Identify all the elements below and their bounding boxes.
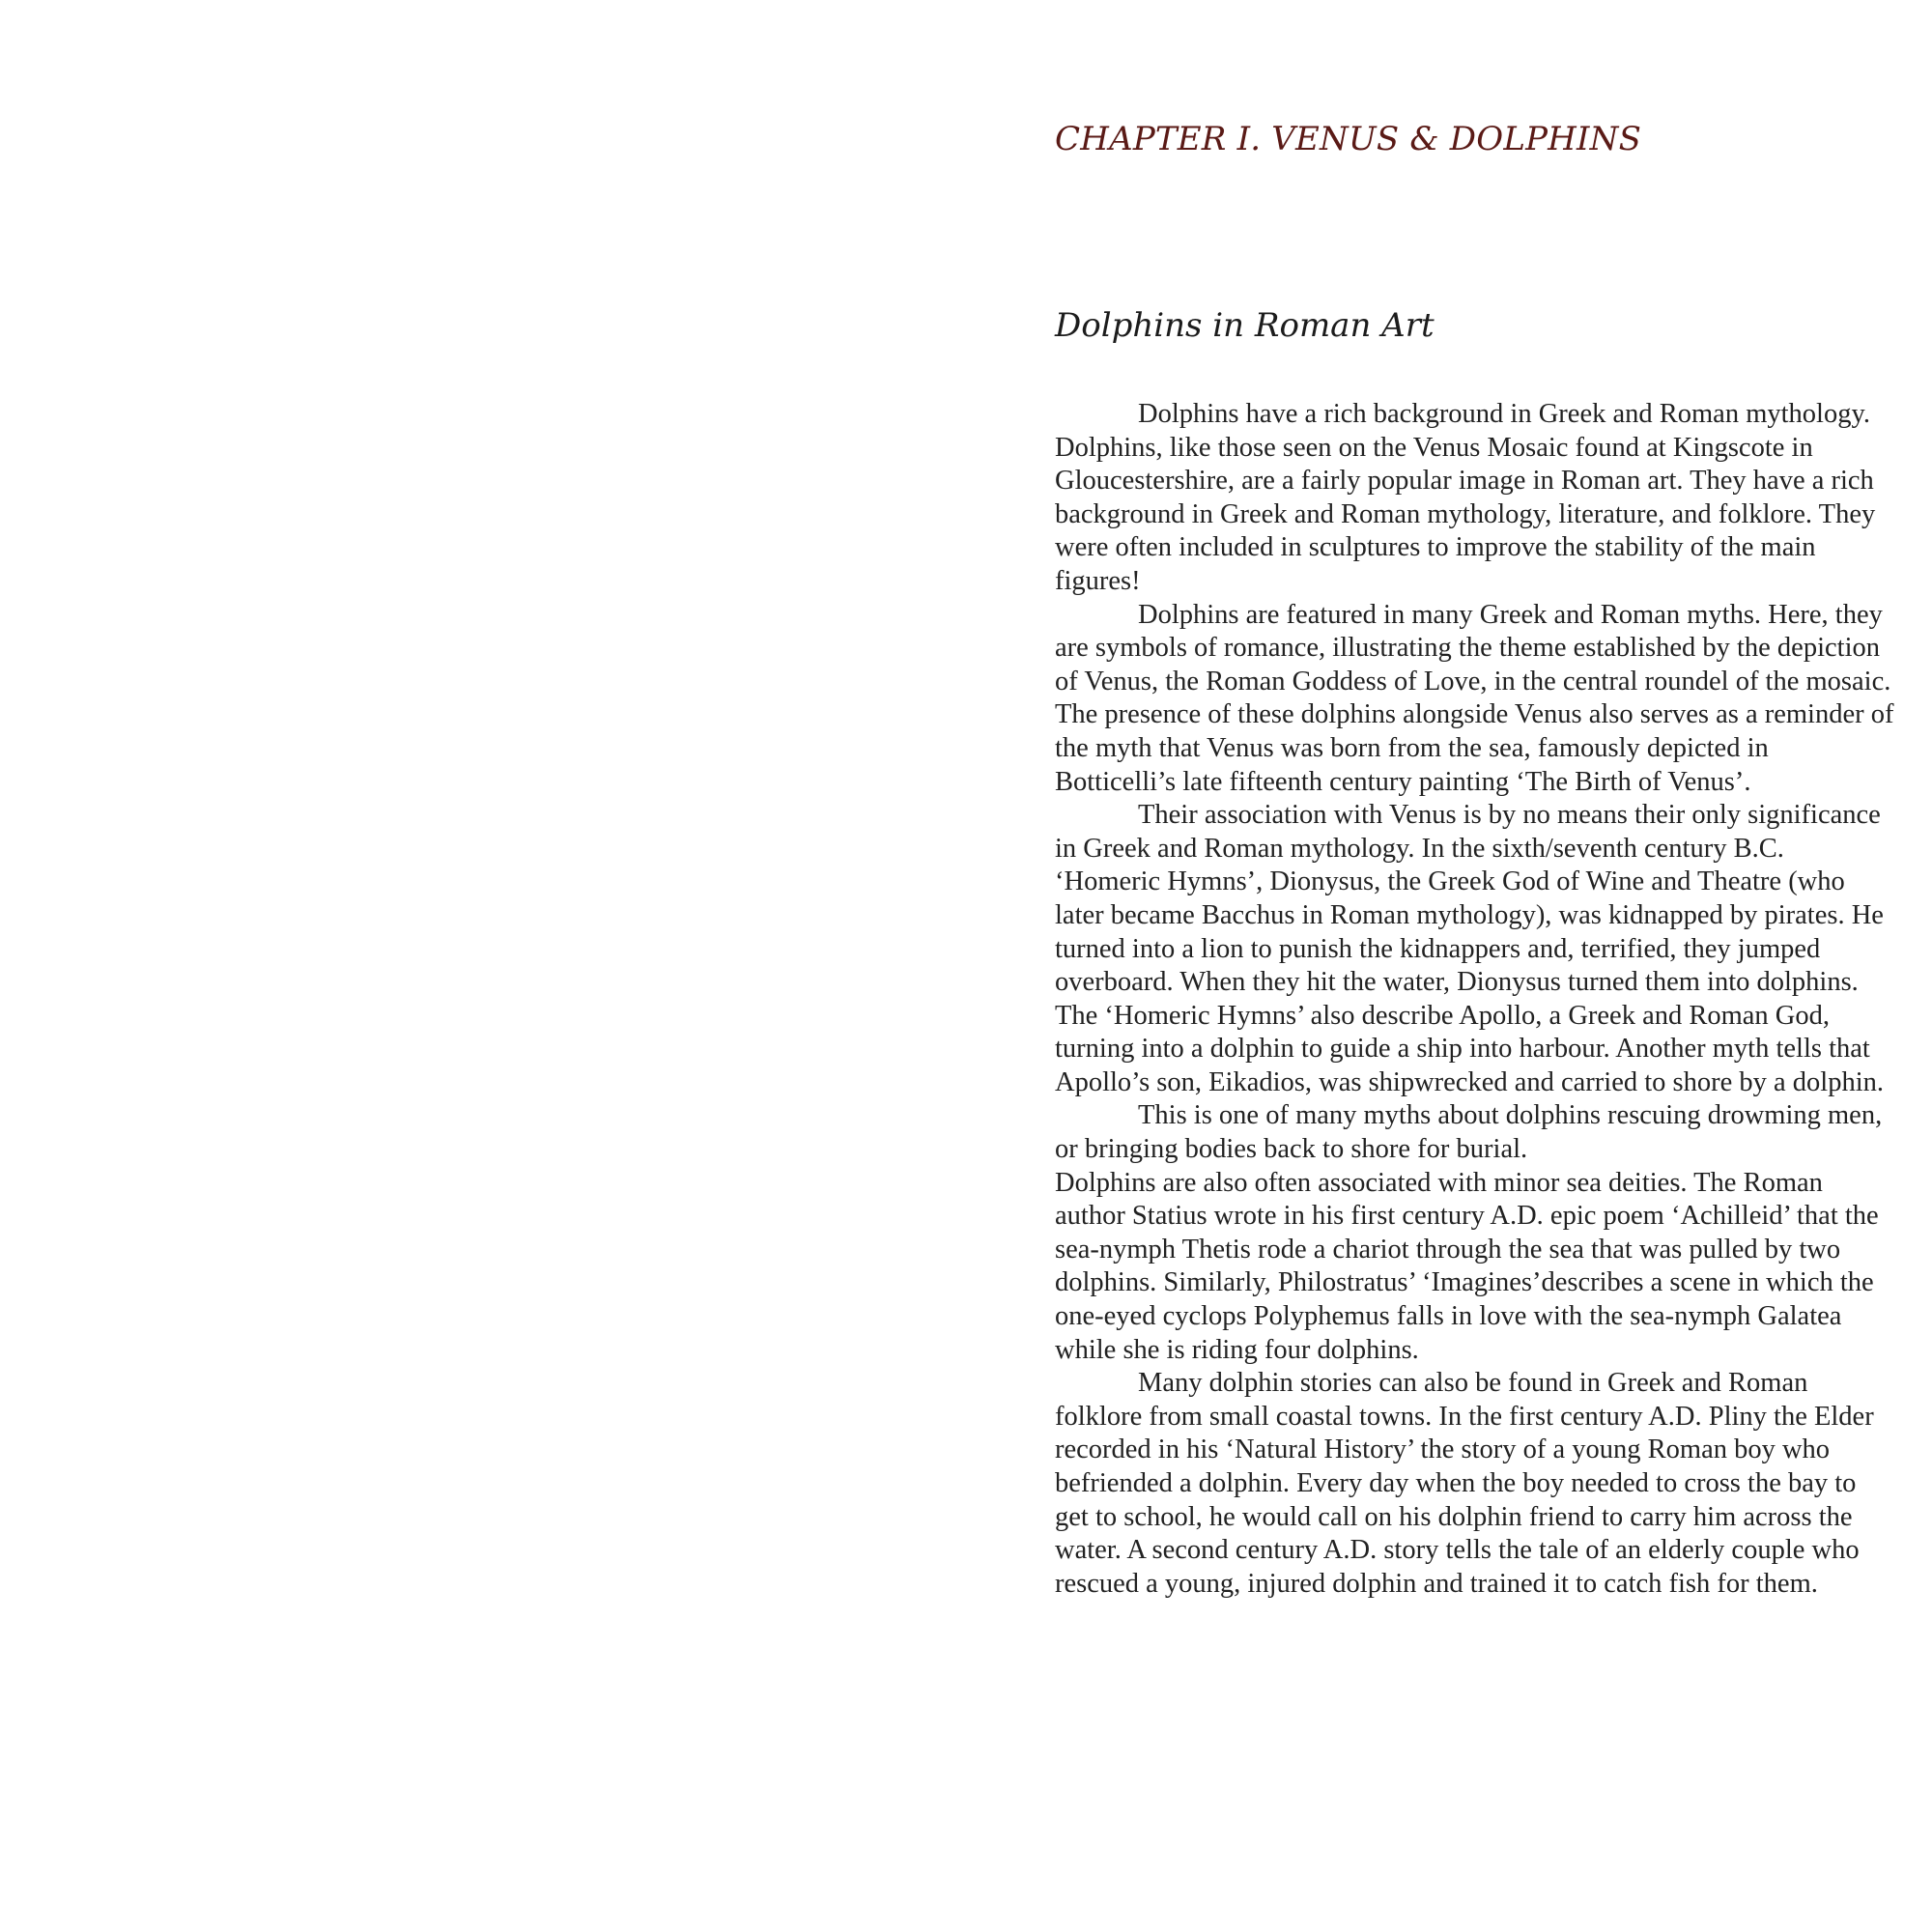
paragraph: Dolphins, like those seen on the Venus Mosaic found at Kingscote in Gloucestershire, are a fairly popular image in Roman art. They have a rich background in Greek and Roman mythology, literature, and folklore. They were often included in sculptures to improve the stability of the main figures! <box>1055 432 1876 596</box>
section-title: Dolphins in Roman Art <box>1055 306 1435 345</box>
paragraph: Dolphins are featured in many Greek and Roman myths. Here, they are symbols of romance, illustrating the theme established by the depiction of Venus, the Roman Goddess of Love, in the central roundel of the mosaic. The presence of these dolphins alongside Venus also serves as a reminder of the myth that Venus was born from the sea, famously depicted in Botticelli’s late fifteenth century painting ‘The Birth of Venus’. <box>1055 599 1894 797</box>
paragraph: This is one of many myths about dolphins rescuing drowming men, or bringing bodies back to shore for burial. <box>1055 1100 1883 1165</box>
paragraph: Their association with Venus is by no means their only significance in Greek and Roman mythology. In the sixth/seventh century B.C. ‘Homeric Hymns’, Dionysus, the Greek God of Wine and Theatre (who later became Bacchus in Roman mythology), was kidnapped by pirates. He turned into a lion to punish the kidnappers and, terrified, they jumped overboard. When they hit the water, Dionysus turned them into dolphins. The ‘Homeric Hymns’ also describe Apollo, a Greek and Roman God, turning into a dolphin to guide a ship into harbour. Another myth tells that Apollo’s son, Eikadios, was shipwrecked and carried to shore by a dolphin. <box>1055 800 1884 1097</box>
paragraph: Dolphins are also often associated with minor sea deities. The Roman author Statius wrote in his first century A.D. epic poem ‘Achilleid’ that the sea-nymph Thetis rode a chariot through the sea that was pulled by two dolphins. Similarly, Philostratus’ ‘Imagines’describes a scene in which the one-eyed cyclops Polyphemus falls in love with the sea-nymph Galatea while she is riding four dolphins. <box>1055 1167 1879 1365</box>
chapter-title: CHAPTER I. VENUS & DOLPHINS <box>1055 120 1642 158</box>
paragraph: Many dolphin stories can also be found in Greek and Roman folklore from small coastal towns. In the first century A.D. Pliny the Elder recorded in his ‘Natural History’ the story of a young Roman boy who befriended a dolphin. Every day when the boy needed to cross the bay to get to school, he would call on his dolphin friend to carry him across the water. A second century A.D. story tells the tale of an elderly couple who rescued a young, injured dolphin and trained it to catch fish for them. <box>1055 1368 1874 1599</box>
body-text <box>1055 398 1895 1601</box>
paragraph: Dolphins have a rich background in Greek and Roman mythology. <box>1138 399 1870 429</box>
